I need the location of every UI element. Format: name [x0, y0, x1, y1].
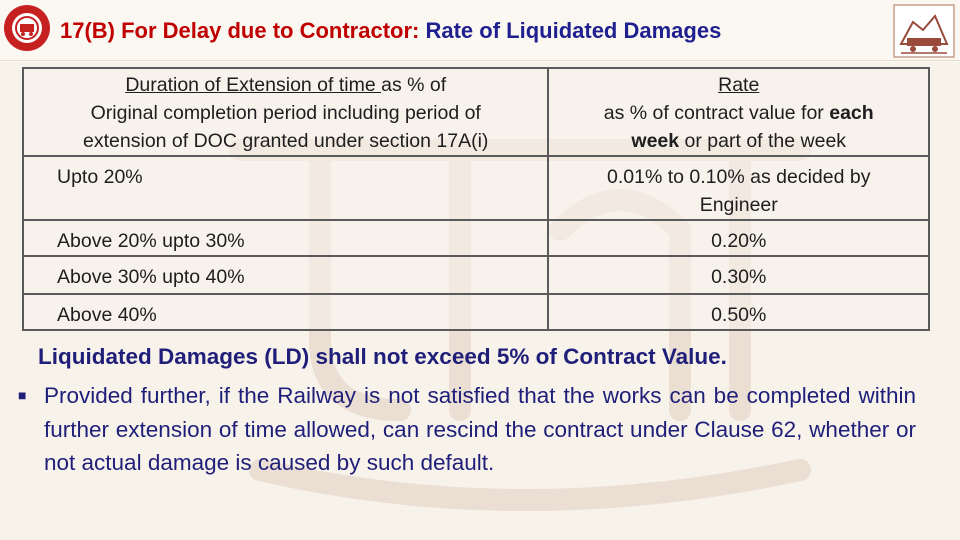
table-row [23, 220, 929, 256]
duration-header-cell [23, 68, 548, 156]
indian-railways-emblem-icon [2, 2, 52, 54]
duration-cell [23, 256, 548, 294]
table-row [23, 256, 929, 294]
duration-cell [23, 156, 548, 220]
rate-value: 0.01% to 0.10% as decided by [607, 166, 871, 188]
rate-cell [548, 294, 929, 330]
duration-value: Above 40% [57, 304, 157, 326]
bullet-text: Provided further, if the Railway is not satisfied that the works can be completed within further extension of time allowed, can rescind the contract under Clause 62, whether or not actual damage is caused by such default. [44, 383, 916, 475]
railway-heritage-logo-icon [893, 4, 955, 58]
rate-header-each: each [829, 102, 874, 124]
rate-value-line2: Engineer [699, 194, 778, 216]
rate-value: 0.50% [711, 304, 767, 326]
rate-header-line2: as % of contract value for [603, 102, 830, 124]
liquidated-damages-table [22, 67, 930, 331]
rate-value: 0.30% [711, 266, 767, 288]
rate-header-title: Rate [718, 74, 760, 96]
rate-header-week: week [631, 130, 680, 152]
rate-value: 0.20% [711, 230, 767, 252]
duration-cell [23, 220, 548, 256]
rate-cell [548, 256, 929, 294]
table-row [23, 156, 929, 220]
duration-header-line3: extension of DOC granted under section 17A(i) [83, 130, 489, 152]
page-title [60, 18, 721, 44]
duration-header-underlined: Duration of Extension of time [125, 74, 382, 96]
title-subtitle: Rate of Liquidated Damages [425, 18, 722, 43]
table-row [23, 294, 929, 330]
square-bullet-icon: ■ [18, 387, 27, 403]
header-divider [0, 60, 960, 61]
bullet-paragraph [18, 379, 916, 480]
duration-header-line2: Original completion period including period of [90, 102, 481, 124]
title-main: 17(B) For Delay due to Contractor: [60, 18, 426, 43]
duration-value: Above 30% upto 40% [57, 266, 245, 288]
rate-header-line3: or part of the week [679, 130, 847, 152]
ld-limit-note: Liquidated Damages (LD) shall not exceed 5% of Contract Value. [38, 344, 727, 369]
table-header-row [23, 68, 929, 156]
duration-value: Above 20% upto 30% [57, 230, 245, 252]
duration-value: Upto 20% [57, 166, 143, 188]
rate-cell [548, 220, 929, 256]
rate-header-cell [548, 68, 929, 156]
duration-cell [23, 294, 548, 330]
duration-header-rest: as % of [381, 74, 447, 96]
rate-cell [548, 156, 929, 220]
